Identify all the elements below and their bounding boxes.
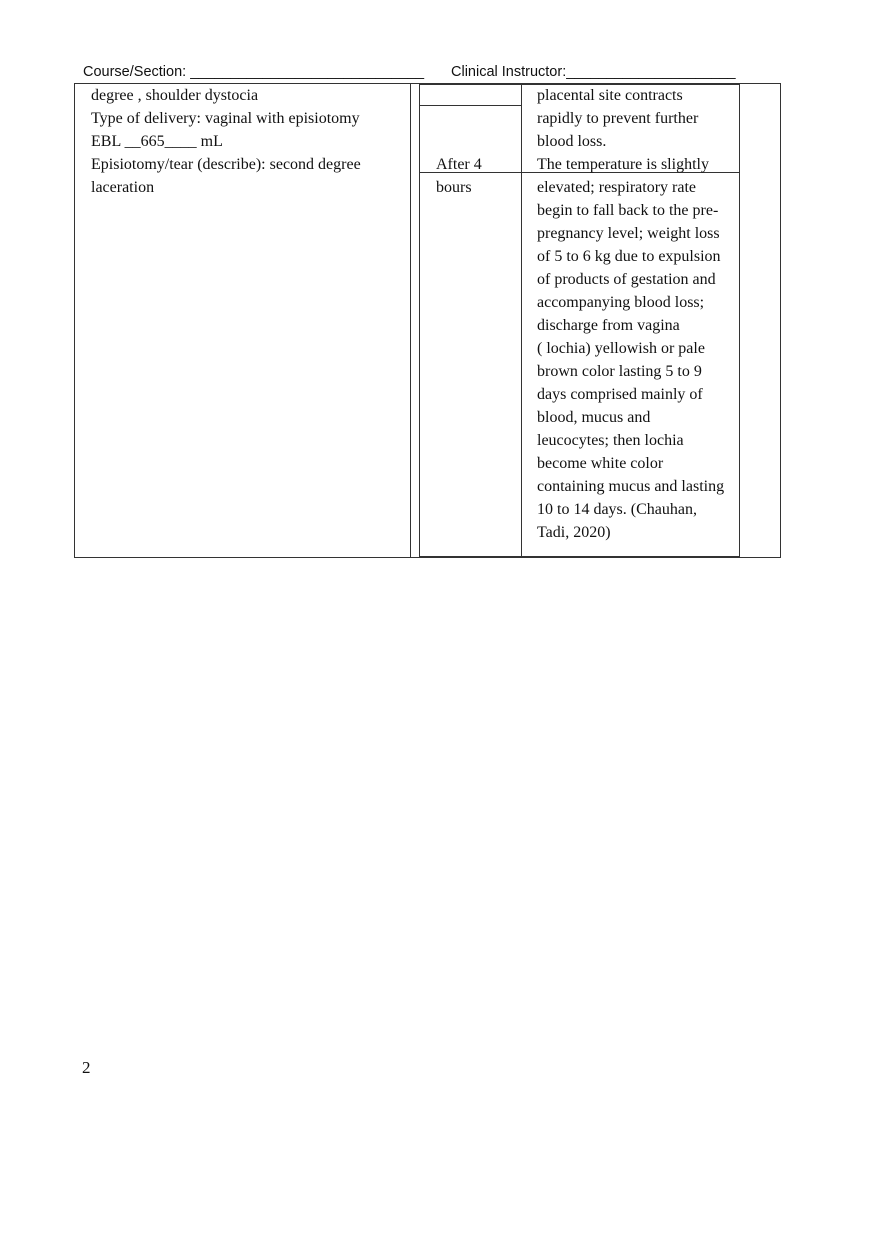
delivery-line: Episiotomy/tear (describe): second degree xyxy=(91,156,361,173)
time-label: After 4 xyxy=(436,156,482,173)
table-divider xyxy=(521,84,522,557)
description-line: of products of gestation and xyxy=(537,271,716,288)
description-line: elevated; respiratory rate xyxy=(537,179,697,196)
course-section-field: Course/Section: _____________________________ xyxy=(83,64,425,80)
description-line: become white color xyxy=(537,455,664,472)
table-divider xyxy=(419,84,420,557)
description-line: discharge from vagina xyxy=(537,317,680,334)
delivery-line: laceration xyxy=(91,179,155,196)
description-line: brown color lasting 5 to 9 xyxy=(537,363,702,380)
delivery-line: degree , shoulder dystocia xyxy=(91,87,259,104)
table-divider xyxy=(419,556,739,557)
description-line: Tadi, 2020) xyxy=(537,524,611,541)
description-line: pregnancy level; weight loss xyxy=(537,225,720,242)
clinical-instructor-field: Clinical Instructor:_____________________ xyxy=(451,64,736,80)
description-line: ( lochia) yellowish or pale xyxy=(537,340,705,357)
postpartum-description xyxy=(537,153,742,544)
description-line: placental site contracts xyxy=(537,87,683,104)
table-divider xyxy=(419,105,521,106)
description-line: blood loss. xyxy=(537,133,607,150)
time-label: bours xyxy=(436,179,472,196)
delivery-line: EBL __665____ mL xyxy=(91,133,223,150)
description-line: containing mucus and lasting xyxy=(537,478,725,495)
description-line: leucocytes; then lochia xyxy=(537,432,684,449)
delivery-details-cell xyxy=(91,84,411,199)
page-header xyxy=(83,64,783,84)
description-line: accompanying blood loss; xyxy=(537,294,705,311)
description-line: The temperature is slightly xyxy=(537,156,709,173)
description-line: blood, mucus and xyxy=(537,409,651,426)
placental-description xyxy=(537,84,737,153)
description-line: 10 to 14 days. (Chauhan, xyxy=(537,501,697,518)
description-line: of 5 to 6 kg due to expulsion xyxy=(537,248,721,265)
delivery-line: Type of delivery: vaginal with episiotomy xyxy=(91,110,360,127)
description-line: rapidly to prevent further xyxy=(537,110,699,127)
description-line: begin to fall back to the pre- xyxy=(537,202,719,219)
description-line: days comprised mainly of xyxy=(537,386,703,403)
page-number: 2 xyxy=(82,1058,91,1077)
